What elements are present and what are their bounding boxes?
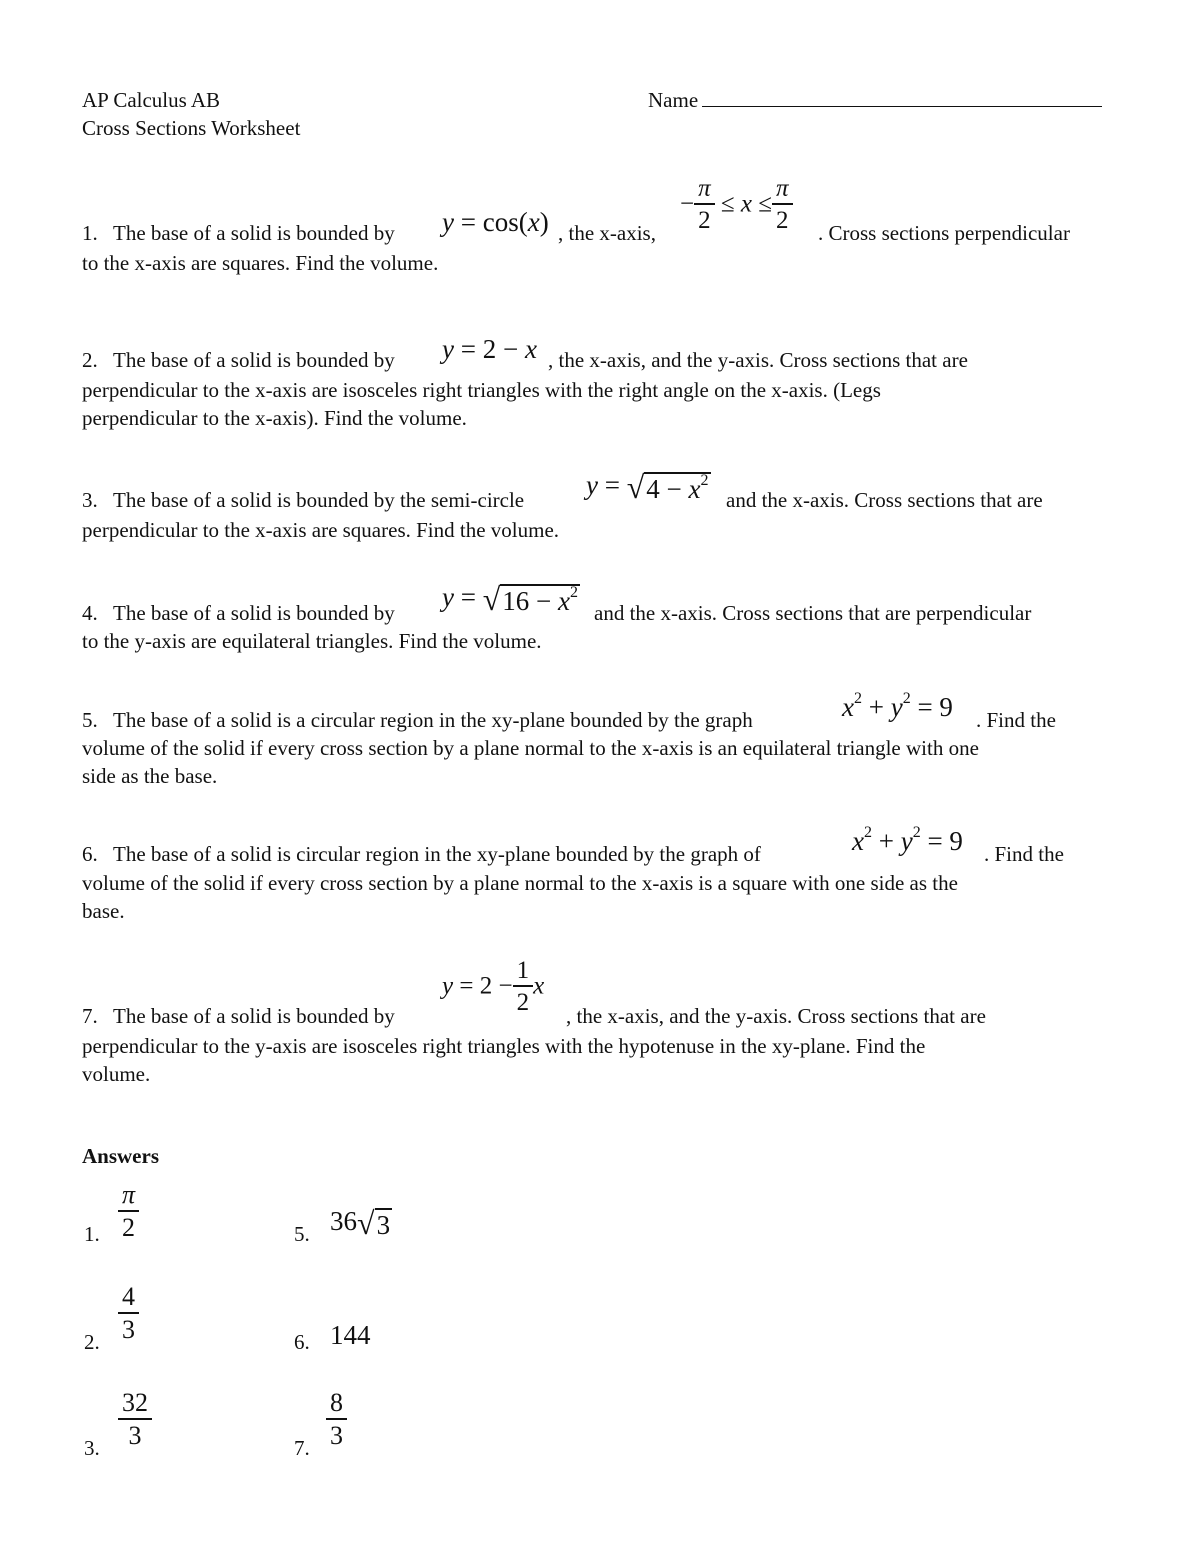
name-label: Name [648, 88, 699, 112]
problem-7-text-b: , the x-axis, and the y-axis. Cross sections that are [566, 1004, 986, 1028]
answer-2-value: $\frac{4}{3}$ [118, 1284, 139, 1343]
problem-3-text-b: and the x-axis. Cross sections that are [726, 488, 1043, 512]
problem-6-text-a: The base of a solid is circular region in the xy-plane bounded by the graph of [113, 842, 761, 866]
answers-heading: Answers [82, 1144, 159, 1168]
problem-3-text-c: perpendicular to the x-axis are squares. Find the volume. [82, 518, 560, 542]
problem-7-number: 7. [82, 1004, 98, 1028]
answer-7-value: $\frac{8}{3}$ [326, 1390, 347, 1449]
problem-1-text-a: The base of a solid is bounded by [113, 221, 395, 245]
problem-7-text-a: The base of a solid is bounded by [113, 1004, 395, 1028]
problem-5-text-a: The base of a solid is a circular region in the xy-plane bounded by the graph [113, 708, 753, 732]
problem-5-text-c: volume of the solid if every cross section by a plane normal to the x-axis is an equilateral triangle with one [82, 736, 979, 760]
problem-1-text-b: , the x-axis, [558, 221, 656, 245]
answer-3-value: $\frac{32}{3}$ [118, 1390, 152, 1449]
answer-6-value: 144 [330, 1320, 371, 1350]
problem-1-text-d: to the x-axis are squares. Find the volume. [82, 251, 439, 275]
problem-6-text-d: base. [82, 899, 125, 923]
answer-5-value: 36 √ 3 [330, 1204, 391, 1241]
problem-6-number: 6. [82, 842, 98, 866]
answer-7-number: 7. [294, 1436, 310, 1460]
problem-4-text-b: and the x-axis. Cross sections that are perpendicular [594, 601, 1032, 625]
problem-6-text-c: volume of the solid if every cross section by a plane normal to the x-axis is a square with one side as the [82, 871, 958, 895]
problem-1-equation: y = cos(x) [442, 207, 549, 237]
problem-5-text-d: side as the base. [82, 764, 218, 788]
problem-5-text-b: . Find the [976, 708, 1056, 732]
problem-2-number: 2. [82, 348, 98, 372]
problem-3-text-a: The base of a solid is bounded by the semi-circle [113, 488, 525, 512]
problem-6-text-b: . Find the [984, 842, 1064, 866]
course-title: AP Calculus AB [82, 88, 221, 112]
name-blank-line [702, 86, 1102, 107]
problem-7-equation: y = 2 − $\frac{1}{2}$ x [442, 957, 545, 1016]
problem-5-number: 5. [82, 708, 98, 732]
problem-2-text-c: perpendicular to the x-axis are isosceles right triangles with the right angle on the x-axis. (Legs [82, 378, 881, 402]
problem-2-text-a: The base of a solid is bounded by [113, 348, 395, 372]
problem-4-equation: y = √ $16 - x^2$ [442, 580, 578, 617]
worksheet-title: Cross Sections Worksheet [82, 116, 301, 140]
name-field [648, 86, 1102, 114]
problem-5-equation: $x^2 + y^2 = 9$ [842, 690, 953, 722]
answer-1-value: $\frac{\pi}{2}$ [118, 1182, 139, 1241]
problem-1-number: 1. [82, 221, 98, 245]
answer-5-number: 5. [294, 1222, 310, 1246]
problem-2-text-d: perpendicular to the x-axis). Find the volume. [82, 406, 467, 430]
problem-7-text-c: perpendicular to the y-axis are isosceles right triangles with the hypotenuse in the xy-plane. Find the [82, 1034, 926, 1058]
problem-1-interval: − $\frac{\pi}{2}$ ≤ x ≤ $\frac{\pi}{2}$ [680, 176, 793, 233]
problem-4-text-a: The base of a solid is bounded by [113, 601, 395, 625]
answer-6-number: 6. [294, 1330, 310, 1354]
problem-6-equation: $x^2 + y^2 = 9$ [852, 824, 963, 856]
problem-4-number: 4. [82, 601, 98, 625]
problem-3-number: 3. [82, 488, 98, 512]
answer-3-number: 3. [84, 1436, 100, 1460]
problem-7-text-d: volume. [82, 1062, 151, 1086]
problem-4-text-c: to the y-axis are equilateral triangles. Find the volume. [82, 629, 542, 653]
problem-1-text-c: . Cross sections perpendicular [818, 221, 1070, 245]
answer-1-number: 1. [84, 1222, 100, 1246]
problem-3-equation: y = √ $4 - x^2$ [586, 468, 709, 505]
problem-2-text-b: , the x-axis, and the y-axis. Cross sections that are [548, 348, 968, 372]
problem-2-equation: y = 2 − x [442, 334, 537, 364]
answer-2-number: 2. [84, 1330, 100, 1354]
